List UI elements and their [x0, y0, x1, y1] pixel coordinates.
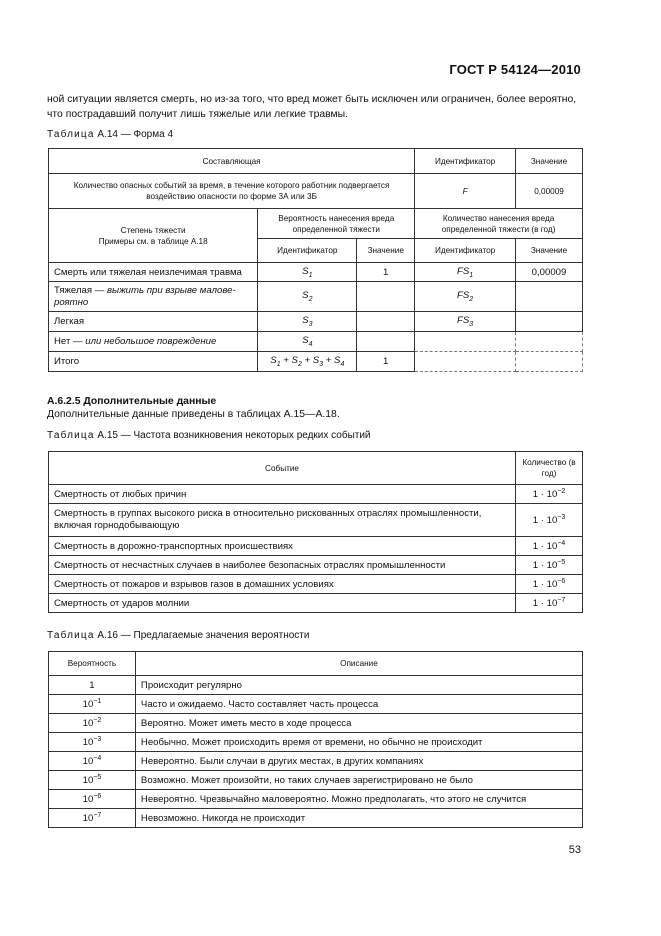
- probability-description: Необычно. Может происходить время от времени, но обычно не происходит: [135, 733, 582, 752]
- section-title: А.6.2.5 Дополнительные данные: [47, 396, 217, 407]
- probability-value: $10^{-1}$: [49, 695, 136, 714]
- qty-identifier: $FS_1$: [415, 263, 516, 282]
- event-count: $1 \cdot 10^{-4}$: [516, 537, 583, 556]
- table-row: [49, 332, 583, 352]
- table-a16-caption: [47, 630, 309, 641]
- total-formula: $S_1 + S_2 + S_3 + S_4$: [258, 352, 357, 372]
- event-text: Смертность от пожаров и взрывов газов в домашних условиях: [49, 575, 516, 594]
- sub-header-identifier: Идентификатор: [258, 239, 357, 263]
- table-row: [49, 714, 583, 733]
- caption-text: А.14 — Форма 4: [97, 129, 174, 140]
- header-identifier: Идентификатор: [415, 149, 516, 174]
- prob-value: 1: [357, 263, 415, 282]
- table-a15: [48, 451, 583, 613]
- table-row: [49, 790, 583, 809]
- qty-value: [516, 312, 583, 332]
- table-row-total: [49, 352, 583, 372]
- empty-cell: [516, 332, 583, 352]
- event-text: Смертность в группах высокого риска в относительно рискованных отраслях промышленности, включая горнодобывающую: [49, 504, 516, 537]
- qty-identifier: $FS_2$: [415, 282, 516, 312]
- header-description: Описание: [135, 652, 582, 676]
- probability-description: Возможно. Может произойти, но таких случаев зарегистрировано не было: [135, 771, 582, 790]
- table-row: [49, 537, 583, 556]
- prob-value: [357, 282, 415, 312]
- table-row: [49, 676, 583, 695]
- table-row: [49, 695, 583, 714]
- event-text: Смертность от ударов молнии: [49, 594, 516, 613]
- severity-title: Степень тяжести: [120, 225, 186, 235]
- sub-header-value: Значение: [357, 239, 415, 263]
- event-count: $1 \cdot 10^{-7}$: [516, 594, 583, 613]
- table-row: [49, 485, 583, 504]
- count-value: 0,00009: [516, 174, 583, 209]
- header-event: Событие: [49, 452, 516, 485]
- table-row: [49, 594, 583, 613]
- probability-value: $10^{-6}$: [49, 790, 136, 809]
- empty-cell: [415, 352, 516, 372]
- header-probability: Вероятность: [49, 652, 136, 676]
- probability-description: Вероятно. Может иметь место в ходе процесса: [135, 714, 582, 733]
- empty-cell: [415, 332, 516, 352]
- prob-value: [357, 312, 415, 332]
- count-identifier: F: [415, 174, 516, 209]
- table-row: [49, 282, 583, 312]
- header-value: Значение: [516, 149, 583, 174]
- caption-prefix: Таблица: [47, 129, 95, 140]
- probability-description: Невероятно. Были случаи в других местах, в других компаниях: [135, 752, 582, 771]
- event-text: Смертность от несчастных случаев в наиболее безопасных отраслях промышленности: [49, 556, 516, 575]
- prob-identifier: $S_2$: [258, 282, 357, 312]
- qty-value: 0,00009: [516, 263, 583, 282]
- table-row: [49, 809, 583, 828]
- caption-prefix: Таблица: [47, 430, 95, 441]
- table-row: [49, 771, 583, 790]
- severity-subtitle: Примеры см. в таблице А.18: [98, 236, 208, 246]
- prob-identifier: $S_4$: [258, 332, 357, 352]
- header-count: Количество (в год): [516, 452, 583, 485]
- severity-header: [49, 209, 258, 263]
- caption-text: А.16 — Предлагаемые значения вероятности: [97, 630, 310, 641]
- caption-prefix: Таблица: [47, 630, 95, 641]
- intro-paragraph: ной ситуации является смерть, но из-за того, что вред может быть исключен или ограничен, более вероятно, что пострадавший получит лишь тяжелые или легкие травмы.: [47, 94, 577, 120]
- probability-value: $10^{-3}$: [49, 733, 136, 752]
- table-row: [49, 556, 583, 575]
- total-label: Итого: [49, 352, 258, 372]
- section-text: Дополнительные данные приведены в таблицах А.15—А.18.: [47, 409, 340, 420]
- document-header: ГОСТ Р 54124—2010: [449, 62, 581, 77]
- qty-identifier: $FS_3$: [415, 312, 516, 332]
- severity-label: Тяжелая — выжить при взрыве малове-роятно: [49, 282, 258, 312]
- sub-header-value: Значение: [516, 239, 583, 263]
- header-component: Составляющая: [49, 149, 415, 174]
- severity-label: Легкая: [49, 312, 258, 332]
- event-count: $1 \cdot 10^{-3}$: [516, 504, 583, 537]
- probability-value: $10^{-4}$: [49, 752, 136, 771]
- event-text: Смертность от любых причин: [49, 485, 516, 504]
- table-row: [49, 752, 583, 771]
- empty-cell: [516, 352, 583, 372]
- probability-header: Вероятность нанесения вреда определенной тяжести: [258, 209, 415, 239]
- event-count: $1 \cdot 10^{-5}$: [516, 556, 583, 575]
- prob-identifier: $S_3$: [258, 312, 357, 332]
- page-number: 53: [568, 844, 581, 856]
- table-row: [49, 263, 583, 282]
- table-a14: [48, 148, 583, 372]
- event-text: Смертность в дорожно-транспортных происшествиях: [49, 537, 516, 556]
- prob-identifier: $S_1$: [258, 263, 357, 282]
- table-a15-caption: [47, 430, 371, 441]
- probability-description: Невероятно. Чрезвычайно маловероятно. Можно предполагать, что этого не случится: [135, 790, 582, 809]
- probability-description: Невозможно. Никогда не происходит: [135, 809, 582, 828]
- probability-value: $10^{-2}$: [49, 714, 136, 733]
- event-count: $1 \cdot 10^{-2}$: [516, 485, 583, 504]
- severity-label: Нет — или небольшое повреждение: [49, 332, 258, 352]
- table-row: [49, 733, 583, 752]
- probability-description: Происходит регулярно: [135, 676, 582, 695]
- quantity-header: Количество нанесения вреда определенной тяжести (в год): [415, 209, 583, 239]
- qty-value: [516, 282, 583, 312]
- section-additional-data: [47, 395, 340, 421]
- table-row: [49, 575, 583, 594]
- probability-value: 1: [49, 676, 136, 695]
- total-value: 1: [357, 352, 415, 372]
- sub-header-identifier: Идентификатор: [415, 239, 516, 263]
- probability-description: Часто и ожидаемо. Часто составляет часть процесса: [135, 695, 582, 714]
- table-a16: [48, 651, 583, 828]
- probability-value: $10^{-5}$: [49, 771, 136, 790]
- table-a14-caption: [47, 129, 173, 140]
- count-description: Количество опасных событий за время, в течение которого работник подвергается воздействию опасности по форме 3А или 3Б: [49, 174, 415, 209]
- table-row: [49, 312, 583, 332]
- prob-value: [357, 332, 415, 352]
- table-row: [49, 504, 583, 537]
- caption-text: А.15 — Частота возникновения некоторых редких событий: [97, 430, 371, 441]
- probability-value: $10^{-7}$: [49, 809, 136, 828]
- event-count: $1 \cdot 10^{-6}$: [516, 575, 583, 594]
- severity-label: Смерть или тяжелая неизлечимая травма: [49, 263, 258, 282]
